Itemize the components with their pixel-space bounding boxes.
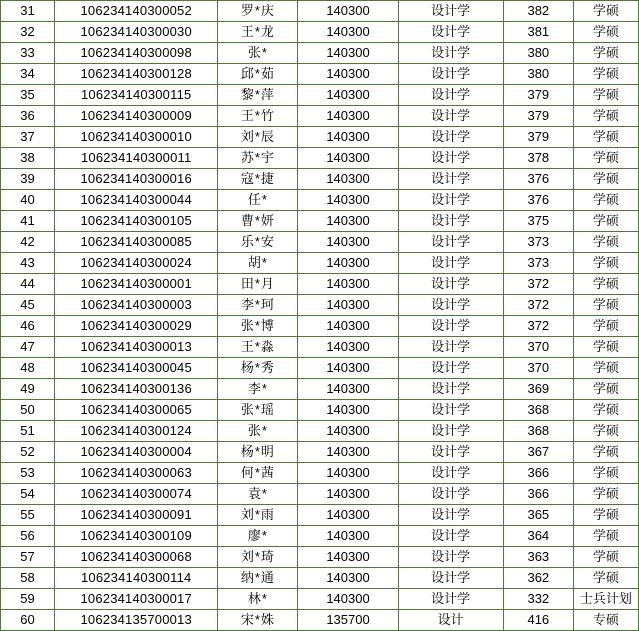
table-row (1, 379, 639, 400)
candidate-name-cell: 罗*庆 (218, 1, 298, 22)
exam-type-cell: 学硕 (573, 64, 638, 85)
candidate-number-cell: 106234140300045 (55, 358, 218, 379)
candidate-name-cell: 张*瑶 (218, 400, 298, 421)
candidate-name-cell: 邱*茹 (218, 64, 298, 85)
candidate-number-cell: 106234140300136 (55, 379, 218, 400)
candidate-name-cell: 杨*明 (218, 442, 298, 463)
row-index-cell: 41 (1, 211, 55, 232)
row-index-cell: 53 (1, 463, 55, 484)
major-name-cell: 设计学 (398, 274, 503, 295)
major-name-cell: 设计学 (398, 400, 503, 421)
row-index-cell: 34 (1, 64, 55, 85)
candidate-number-cell: 106234140300074 (55, 484, 218, 505)
table-row (1, 127, 639, 148)
exam-type-cell: 学硕 (573, 127, 638, 148)
row-index-cell: 50 (1, 400, 55, 421)
table-row (1, 106, 639, 127)
major-name-cell: 设计学 (398, 316, 503, 337)
exam-type-cell: 学硕 (573, 169, 638, 190)
table-row (1, 400, 639, 421)
table-row (1, 610, 639, 631)
exam-type-cell: 学硕 (573, 505, 638, 526)
major-code-cell: 140300 (298, 1, 398, 22)
exam-type-cell: 学硕 (573, 400, 638, 421)
major-code-cell: 140300 (298, 421, 398, 442)
major-name-cell: 设计学 (398, 442, 503, 463)
total-score-cell: 372 (503, 316, 573, 337)
candidate-name-cell: 王*竹 (218, 106, 298, 127)
candidate-number-cell: 106234140300009 (55, 106, 218, 127)
row-index-cell: 46 (1, 316, 55, 337)
major-code-cell: 140300 (298, 526, 398, 547)
major-code-cell: 140300 (298, 211, 398, 232)
candidate-name-cell: 刘*雨 (218, 505, 298, 526)
candidate-number-cell: 106234140300109 (55, 526, 218, 547)
exam-type-cell: 学硕 (573, 337, 638, 358)
exam-type-cell: 学硕 (573, 358, 638, 379)
row-index-cell: 35 (1, 85, 55, 106)
major-code-cell: 140300 (298, 589, 398, 610)
exam-type-cell: 学硕 (573, 211, 638, 232)
candidate-number-cell: 106234140300030 (55, 22, 218, 43)
total-score-cell: 368 (503, 400, 573, 421)
row-index-cell: 54 (1, 484, 55, 505)
major-code-cell: 140300 (298, 232, 398, 253)
exam-type-cell: 学硕 (573, 442, 638, 463)
total-score-cell: 372 (503, 274, 573, 295)
table-row (1, 358, 639, 379)
major-code-cell: 140300 (298, 148, 398, 169)
major-name-cell: 设计学 (398, 547, 503, 568)
candidate-number-cell: 106234140300124 (55, 421, 218, 442)
table-row (1, 64, 639, 85)
exam-type-cell: 学硕 (573, 148, 638, 169)
major-code-cell: 140300 (298, 505, 398, 526)
row-index-cell: 43 (1, 253, 55, 274)
total-score-cell: 373 (503, 232, 573, 253)
candidate-number-cell: 106234140300029 (55, 316, 218, 337)
table-row (1, 463, 639, 484)
major-code-cell: 140300 (298, 22, 398, 43)
candidate-number-cell: 106234140300105 (55, 211, 218, 232)
candidate-number-cell: 106234140300063 (55, 463, 218, 484)
major-name-cell: 设计学 (398, 253, 503, 274)
row-index-cell: 38 (1, 148, 55, 169)
table-row (1, 589, 639, 610)
row-index-cell: 40 (1, 190, 55, 211)
candidate-name-cell: 任* (218, 190, 298, 211)
exam-type-cell: 学硕 (573, 316, 638, 337)
major-name-cell: 设计学 (398, 190, 503, 211)
row-index-cell: 58 (1, 568, 55, 589)
row-index-cell: 56 (1, 526, 55, 547)
exam-type-cell: 学硕 (573, 190, 638, 211)
candidate-name-cell: 刘*琦 (218, 547, 298, 568)
row-index-cell: 49 (1, 379, 55, 400)
candidate-name-cell: 曹*妍 (218, 211, 298, 232)
exam-type-cell: 学硕 (573, 253, 638, 274)
major-name-cell: 设计学 (398, 589, 503, 610)
total-score-cell: 416 (503, 610, 573, 631)
table-row (1, 43, 639, 64)
major-name-cell: 设计学 (398, 568, 503, 589)
candidate-name-cell: 李* (218, 379, 298, 400)
major-code-cell: 140300 (298, 64, 398, 85)
table-row (1, 22, 639, 43)
major-name-cell: 设计学 (398, 358, 503, 379)
total-score-cell: 368 (503, 421, 573, 442)
candidate-number-cell: 106234140300024 (55, 253, 218, 274)
candidate-name-cell: 廖* (218, 526, 298, 547)
major-code-cell: 140300 (298, 127, 398, 148)
total-score-cell: 367 (503, 442, 573, 463)
major-code-cell: 140300 (298, 337, 398, 358)
major-code-cell: 140300 (298, 295, 398, 316)
major-code-cell: 140300 (298, 190, 398, 211)
candidate-name-cell: 林* (218, 589, 298, 610)
candidate-name-cell: 田*月 (218, 274, 298, 295)
candidate-name-cell: 纳*通 (218, 568, 298, 589)
major-name-cell: 设计学 (398, 1, 503, 22)
major-code-cell: 140300 (298, 316, 398, 337)
candidate-number-cell: 106234140300068 (55, 547, 218, 568)
exam-type-cell: 专硕 (573, 610, 638, 631)
row-index-cell: 47 (1, 337, 55, 358)
total-score-cell: 380 (503, 43, 573, 64)
major-name-cell: 设计学 (398, 106, 503, 127)
row-index-cell: 36 (1, 106, 55, 127)
candidate-number-cell: 106234140300010 (55, 127, 218, 148)
table-row (1, 211, 639, 232)
total-score-cell: 370 (503, 337, 573, 358)
candidate-name-cell: 胡* (218, 253, 298, 274)
candidate-name-cell: 黎*萍 (218, 85, 298, 106)
major-name-cell: 设计学 (398, 526, 503, 547)
total-score-cell: 382 (503, 1, 573, 22)
row-index-cell: 44 (1, 274, 55, 295)
total-score-cell: 381 (503, 22, 573, 43)
major-name-cell: 设计学 (398, 379, 503, 400)
table-row (1, 169, 639, 190)
candidate-name-cell: 宋*姝 (218, 610, 298, 631)
candidate-name-cell: 李*珂 (218, 295, 298, 316)
candidate-name-cell: 王*淼 (218, 337, 298, 358)
row-index-cell: 42 (1, 232, 55, 253)
major-name-cell: 设计学 (398, 337, 503, 358)
table-row (1, 274, 639, 295)
candidate-number-cell: 106234135700013 (55, 610, 218, 631)
major-name-cell: 设计学 (398, 169, 503, 190)
candidate-number-cell: 106234140300115 (55, 85, 218, 106)
exam-type-cell: 学硕 (573, 526, 638, 547)
total-score-cell: 373 (503, 253, 573, 274)
table-row (1, 337, 639, 358)
total-score-cell: 366 (503, 463, 573, 484)
candidate-name-cell: 张*博 (218, 316, 298, 337)
candidate-name-cell: 苏*宇 (218, 148, 298, 169)
row-index-cell: 37 (1, 127, 55, 148)
major-name-cell: 设计学 (398, 64, 503, 85)
exam-type-cell: 学硕 (573, 547, 638, 568)
candidate-number-cell: 106234140300114 (55, 568, 218, 589)
exam-type-cell: 学硕 (573, 484, 638, 505)
row-index-cell: 31 (1, 1, 55, 22)
total-score-cell: 380 (503, 64, 573, 85)
table-row (1, 190, 639, 211)
row-index-cell: 33 (1, 43, 55, 64)
total-score-cell: 379 (503, 85, 573, 106)
major-name-cell: 设计 (398, 610, 503, 631)
exam-type-cell: 学硕 (573, 379, 638, 400)
major-name-cell: 设计学 (398, 295, 503, 316)
exam-type-cell: 学硕 (573, 1, 638, 22)
major-name-cell: 设计学 (398, 484, 503, 505)
table-row (1, 1, 639, 22)
major-name-cell: 设计学 (398, 211, 503, 232)
candidate-name-cell: 王*龙 (218, 22, 298, 43)
row-index-cell: 52 (1, 442, 55, 463)
row-index-cell: 55 (1, 505, 55, 526)
major-name-cell: 设计学 (398, 505, 503, 526)
exam-type-cell: 学硕 (573, 463, 638, 484)
major-code-cell: 140300 (298, 463, 398, 484)
candidate-number-cell: 106234140300016 (55, 169, 218, 190)
candidate-name-cell: 何*茜 (218, 463, 298, 484)
major-name-cell: 设计学 (398, 85, 503, 106)
total-score-cell: 370 (503, 358, 573, 379)
row-index-cell: 57 (1, 547, 55, 568)
major-code-cell: 140300 (298, 442, 398, 463)
exam-type-cell: 学硕 (573, 274, 638, 295)
table-row (1, 421, 639, 442)
candidate-name-cell: 袁* (218, 484, 298, 505)
exam-type-cell: 士兵计划 (573, 589, 638, 610)
table-row (1, 232, 639, 253)
candidate-name-cell: 乐*安 (218, 232, 298, 253)
candidate-name-cell: 刘*辰 (218, 127, 298, 148)
table-row (1, 505, 639, 526)
candidate-name-cell: 张* (218, 43, 298, 64)
table-row (1, 85, 639, 106)
total-score-cell: 362 (503, 568, 573, 589)
total-score-cell: 366 (503, 484, 573, 505)
total-score-cell: 365 (503, 505, 573, 526)
table-row (1, 526, 639, 547)
candidate-number-cell: 106234140300013 (55, 337, 218, 358)
major-code-cell: 140300 (298, 547, 398, 568)
row-index-cell: 39 (1, 169, 55, 190)
table-row (1, 484, 639, 505)
candidate-number-cell: 106234140300011 (55, 148, 218, 169)
major-code-cell: 140300 (298, 169, 398, 190)
total-score-cell: 369 (503, 379, 573, 400)
row-index-cell: 60 (1, 610, 55, 631)
candidate-number-cell: 106234140300091 (55, 505, 218, 526)
candidate-name-cell: 杨*秀 (218, 358, 298, 379)
major-code-cell: 140300 (298, 379, 398, 400)
table-row (1, 442, 639, 463)
major-name-cell: 设计学 (398, 463, 503, 484)
major-code-cell: 140300 (298, 484, 398, 505)
table-row (1, 547, 639, 568)
row-index-cell: 32 (1, 22, 55, 43)
row-index-cell: 45 (1, 295, 55, 316)
candidate-number-cell: 106234140300004 (55, 442, 218, 463)
candidate-number-cell: 106234140300128 (55, 64, 218, 85)
candidate-name-cell: 寇*捷 (218, 169, 298, 190)
row-index-cell: 59 (1, 589, 55, 610)
candidate-number-cell: 106234140300085 (55, 232, 218, 253)
major-name-cell: 设计学 (398, 232, 503, 253)
major-name-cell: 设计学 (398, 148, 503, 169)
total-score-cell: 378 (503, 148, 573, 169)
candidate-number-cell: 106234140300065 (55, 400, 218, 421)
total-score-cell: 375 (503, 211, 573, 232)
candidate-number-cell: 106234140300052 (55, 1, 218, 22)
total-score-cell: 376 (503, 190, 573, 211)
exam-type-cell: 学硕 (573, 43, 638, 64)
table-row (1, 295, 639, 316)
major-code-cell: 140300 (298, 253, 398, 274)
major-code-cell: 140300 (298, 400, 398, 421)
candidate-number-cell: 106234140300001 (55, 274, 218, 295)
total-score-cell: 376 (503, 169, 573, 190)
major-code-cell: 140300 (298, 274, 398, 295)
candidate-number-cell: 106234140300003 (55, 295, 218, 316)
major-name-cell: 设计学 (398, 421, 503, 442)
total-score-cell: 364 (503, 526, 573, 547)
total-score-cell: 363 (503, 547, 573, 568)
major-name-cell: 设计学 (398, 127, 503, 148)
major-code-cell: 140300 (298, 568, 398, 589)
major-name-cell: 设计学 (398, 22, 503, 43)
row-index-cell: 48 (1, 358, 55, 379)
major-code-cell: 140300 (298, 85, 398, 106)
major-code-cell: 140300 (298, 43, 398, 64)
exam-type-cell: 学硕 (573, 421, 638, 442)
major-name-cell: 设计学 (398, 43, 503, 64)
candidate-number-cell: 106234140300044 (55, 190, 218, 211)
table-row (1, 148, 639, 169)
total-score-cell: 332 (503, 589, 573, 610)
exam-type-cell: 学硕 (573, 22, 638, 43)
major-code-cell: 140300 (298, 358, 398, 379)
total-score-cell: 379 (503, 127, 573, 148)
total-score-cell: 372 (503, 295, 573, 316)
exam-type-cell: 学硕 (573, 295, 638, 316)
candidate-name-cell: 张* (218, 421, 298, 442)
total-score-cell: 379 (503, 106, 573, 127)
exam-type-cell: 学硕 (573, 106, 638, 127)
candidate-number-cell: 106234140300098 (55, 43, 218, 64)
exam-type-cell: 学硕 (573, 232, 638, 253)
table-row (1, 253, 639, 274)
candidate-number-cell: 106234140300017 (55, 589, 218, 610)
table-row (1, 316, 639, 337)
table-row (1, 568, 639, 589)
major-code-cell: 135700 (298, 610, 398, 631)
table-body (1, 1, 639, 631)
exam-type-cell: 学硕 (573, 568, 638, 589)
exam-type-cell: 学硕 (573, 85, 638, 106)
row-index-cell: 51 (1, 421, 55, 442)
major-code-cell: 140300 (298, 106, 398, 127)
